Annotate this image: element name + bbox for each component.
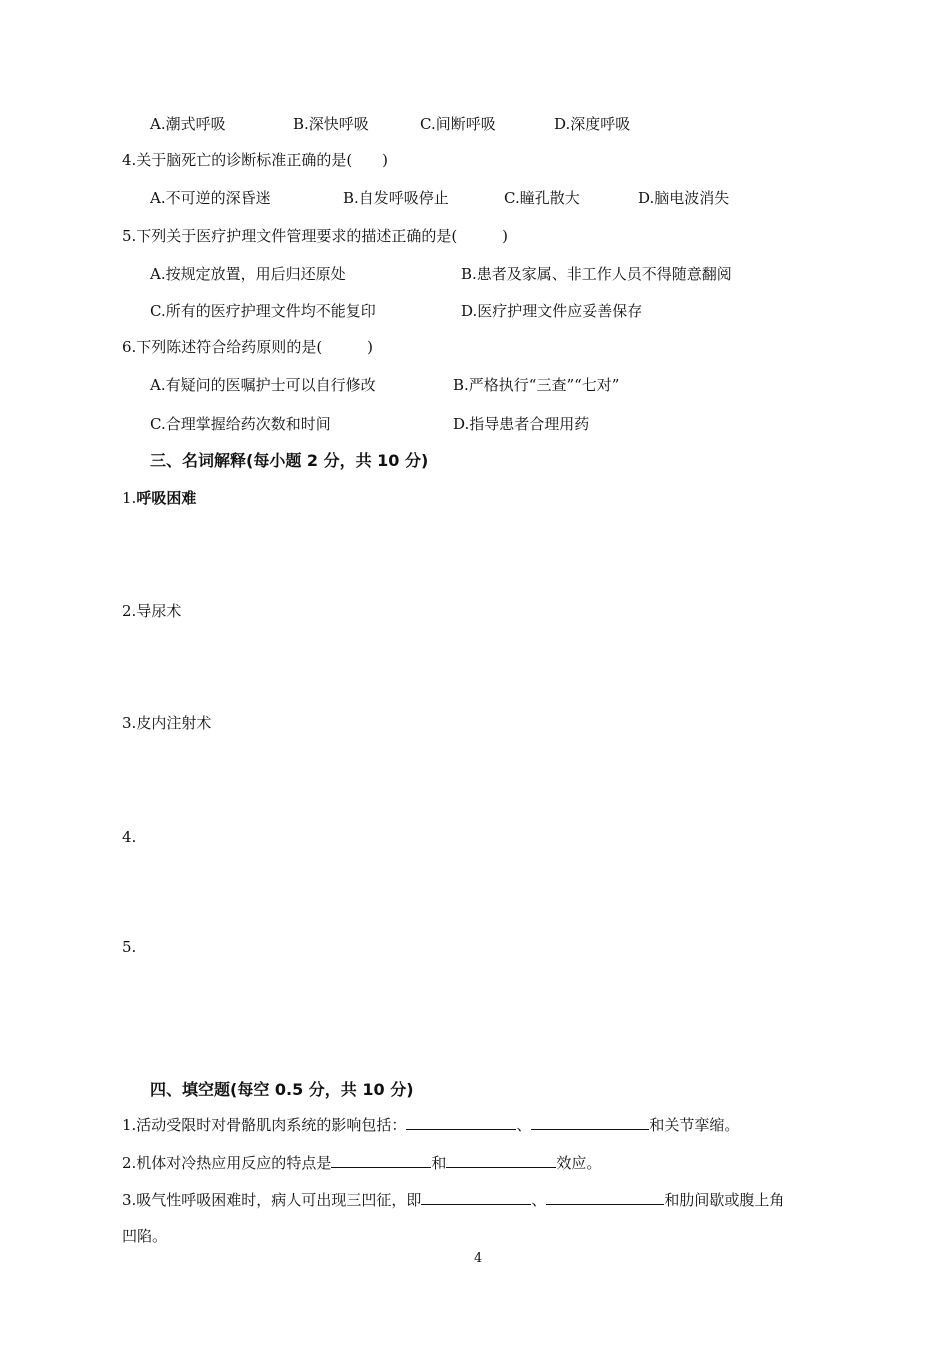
term-2-text: 导尿术: [136, 602, 182, 620]
term-1-number: 1.: [122, 489, 137, 507]
fill-q1-sep: 、: [516, 1116, 532, 1134]
term-2: [122, 601, 181, 621]
fill-q1-blank-2[interactable]: [531, 1113, 649, 1130]
fill-q3: [122, 1188, 784, 1210]
q5-stem: 5.下列关于医疗护理文件管理要求的描述正确的是( ): [122, 227, 509, 245]
term-3-text: 皮内注射术: [136, 714, 212, 732]
term-5: [122, 937, 136, 957]
fill-q3-blank-1[interactable]: [421, 1188, 531, 1205]
fill-q2-blank-1[interactable]: [331, 1151, 431, 1168]
section3-heading: 三、名词解释(每小题 2 分，共 10 分): [150, 451, 429, 470]
q4-stem: 4.关于脑死亡的诊断标准正确的是( ): [122, 151, 389, 169]
fill-q2-suffix: 效应。: [556, 1154, 602, 1172]
term-3-number: 3.: [122, 714, 137, 732]
q6-stem: 6.下列陈述符合给药原则的是( ): [122, 338, 374, 356]
term-3: [122, 713, 211, 733]
page-number: 4: [474, 1251, 483, 1266]
fill-q3-blank-2[interactable]: [546, 1188, 664, 1205]
q6-option-d: D.指导患者合理用药: [453, 415, 590, 433]
term-2-number: 2.: [122, 602, 137, 620]
fill-q3-continuation: 凹陷。: [122, 1227, 168, 1245]
term-1: [122, 488, 196, 508]
fill-q2-prefix: 2.机体对冷热应用反应的特点是: [122, 1154, 332, 1172]
q4-option-b: B.自发呼吸停止: [343, 189, 449, 207]
fill-q2: [122, 1151, 601, 1173]
q4-option-a: A.不可逆的深昏迷: [150, 189, 271, 207]
q3-option-c: C.间断呼吸: [420, 115, 496, 133]
term-5-number: 5.: [122, 938, 137, 956]
fill-q2-blank-2[interactable]: [446, 1151, 556, 1168]
term-1-text: 呼吸困难: [136, 489, 197, 507]
q3-option-b: B.深快呼吸: [293, 115, 369, 133]
q4-option-d: D.脑电波消失: [638, 189, 730, 207]
q5-option-c: C.所有的医疗护理文件均不能复印: [150, 302, 376, 320]
fill-q2-mid: 和: [431, 1154, 447, 1172]
q5-option-b: B.患者及家属、非工作人员不得随意翻阅: [461, 265, 732, 283]
section4-heading: 四、填空题(每空 0.5 分，共 10 分): [150, 1080, 414, 1099]
q6-option-a: A.有疑问的医嘱护士可以自行修改: [150, 376, 376, 394]
q4-option-c: C.瞳孔散大: [504, 189, 580, 207]
fill-q3-suffix: 和肋间歇或腹上角: [664, 1191, 785, 1209]
fill-q1-suffix: 和关节挛缩。: [649, 1116, 740, 1134]
q5-option-a: A.按规定放置，用后归还原处: [150, 265, 346, 283]
q5-option-d: D.医疗护理文件应妥善保存: [461, 302, 643, 320]
q3-option-a: A.潮式呼吸: [150, 115, 226, 133]
fill-q3-sep: 、: [531, 1191, 547, 1209]
q6-option-b: B.严格执行“三查”“七对”: [453, 376, 620, 394]
q6-option-c: C.合理掌握给药次数和时间: [150, 415, 331, 433]
q3-option-d: D.深度呼吸: [554, 115, 631, 133]
term-4: [122, 827, 136, 847]
fill-q1-blank-1[interactable]: [406, 1113, 516, 1130]
fill-q3-prefix: 3.吸气性呼吸困难时，病人可出现三凹征，即: [122, 1191, 422, 1209]
term-4-number: 4.: [122, 828, 137, 846]
fill-q1-prefix: 1.活动受限时对骨骼肌肉系统的影响包括：: [122, 1116, 407, 1134]
fill-q1: [122, 1113, 739, 1135]
